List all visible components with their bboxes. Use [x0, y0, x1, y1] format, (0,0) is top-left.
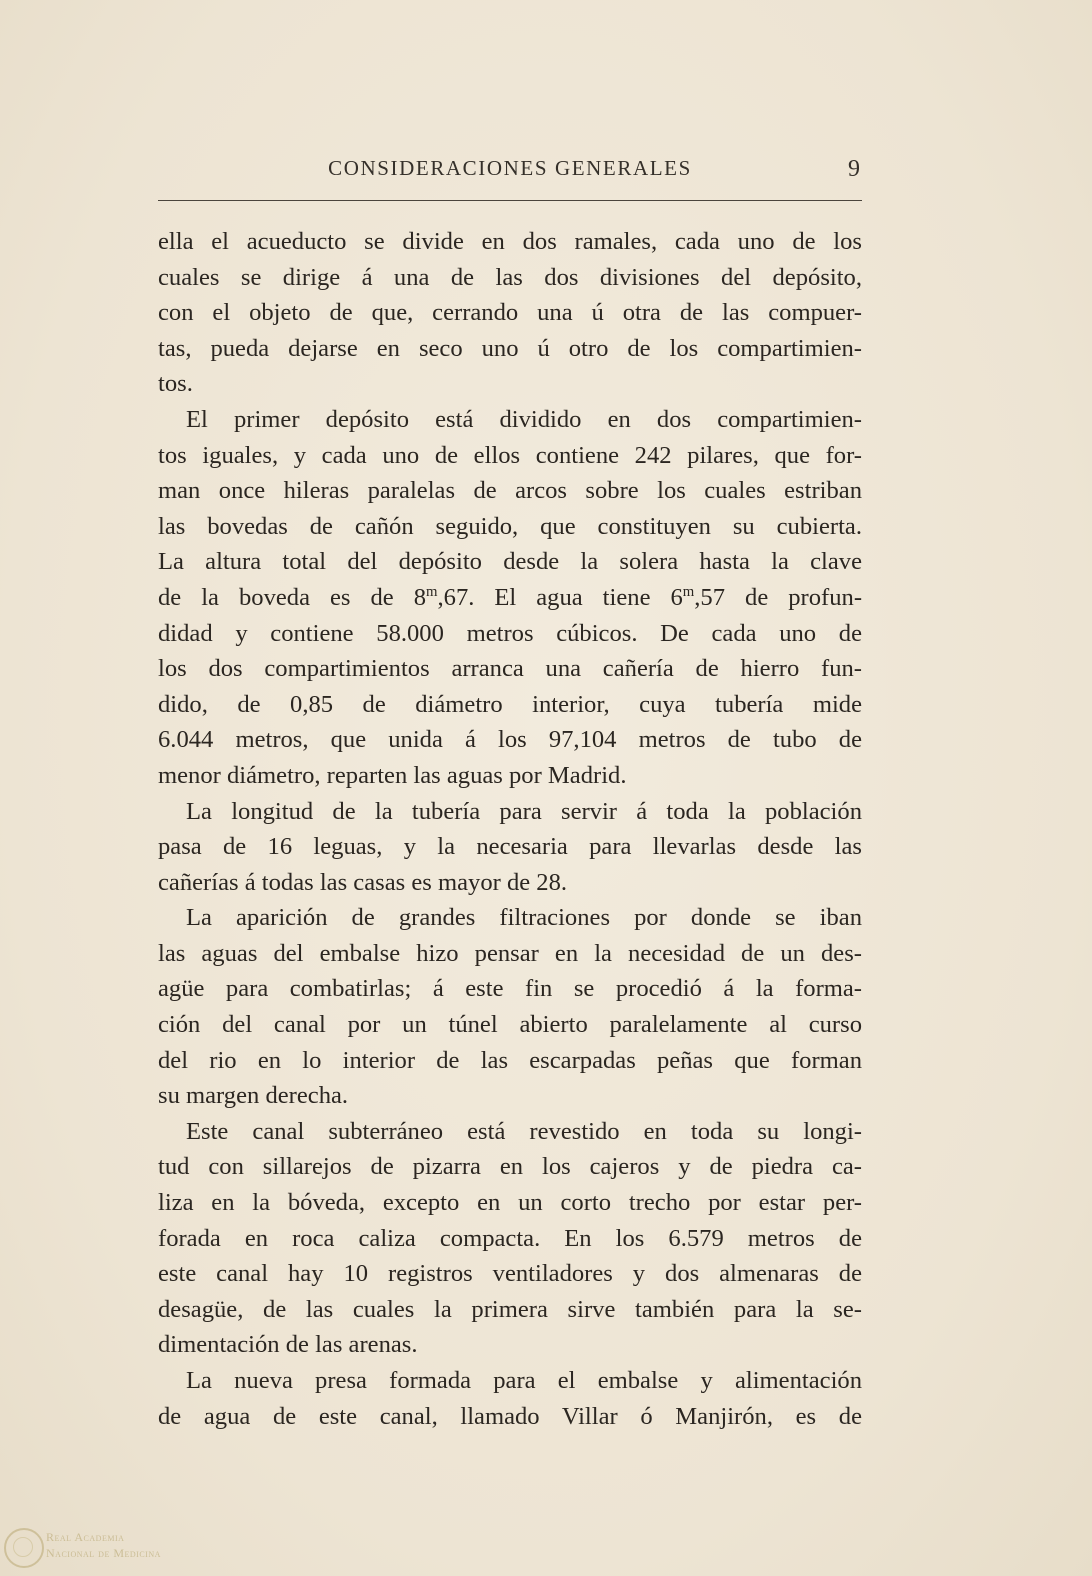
text-fragment: ,67. El agua tiene 6: [437, 583, 683, 611]
seal-icon: [4, 1528, 44, 1568]
running-title: CONSIDERACIONES GENERALES: [328, 156, 692, 180]
text-line: El primer depósito está dividido en dos compartimien-: [186, 405, 862, 433]
text-line: liza en la bóveda, excepto en un corto trecho por estar per-: [158, 1189, 862, 1217]
text-line: tud con sillarejos de pizarra en los cajeros y de piedra ca-: [158, 1153, 862, 1181]
watermark-line-2: Nacional de Medicina: [46, 1546, 161, 1560]
text-line: tos iguales, y cada uno de ellos contiene 242 pilares, que for-: [158, 441, 862, 469]
watermark-line-1: Real Academia: [46, 1530, 125, 1544]
text-line: dimentación de las arenas.: [158, 1331, 418, 1359]
text-line: La longitud de la tubería para servir á toda la población: [186, 797, 862, 825]
text-line-with-superscripts: [158, 580, 862, 616]
text-line: de agua de este canal, llamado Villar ó Manjirón, es de: [158, 1402, 862, 1430]
text-line: las aguas del embalse hizo pensar en la necesidad de un des-: [158, 939, 862, 967]
page-number: 9: [848, 156, 860, 182]
body-text: [158, 224, 862, 1434]
text-line: La nueva presa formada para el embalse y alimentación: [186, 1367, 862, 1394]
text-line: del rio en lo interior de las escarpadas peñas que forman: [158, 1046, 862, 1074]
superscript-m: m: [426, 583, 438, 600]
text-line: menor diámetro, reparten las aguas por Madrid.: [158, 761, 627, 789]
text-line: dido, de 0,85 de diámetro interior, cuya tubería mide: [158, 690, 862, 718]
page-header: [158, 156, 862, 186]
text-line: Este canal subterráneo está revestido en toda su longi-: [186, 1117, 862, 1145]
text-line: desagüe, de las cuales la primera sirve también para la se-: [158, 1295, 862, 1323]
text-line: ción del canal por un túnel abierto paralelamente al curso: [158, 1011, 862, 1039]
text-fragment: ,57 de profun-: [694, 583, 863, 611]
text-line: las bovedas de cañón seguido, que constituyen su cubierta.: [158, 512, 862, 540]
text-line: La altura total del depósito desde la solera hasta la clave: [158, 548, 862, 576]
text-line: este canal hay 10 registros ventiladores y dos almenaras de: [158, 1260, 862, 1288]
text-line: 6.044 metros, que unida á los 97,104 metros de tubo de: [158, 726, 862, 754]
library-watermark: [0, 1522, 200, 1572]
text-line: tas, pueda dejarse en seco uno ú otro de los compartimien-: [158, 334, 862, 362]
text-line: los dos compartimientos arranca una cañería de hierro fun-: [158, 655, 862, 683]
text-fragment: de la boveda es de 8: [158, 583, 427, 611]
text-line: tos.: [158, 370, 193, 398]
text-line: agüe para combatirlas; á este fin se procedió á la forma-: [158, 975, 862, 1003]
text-line: su margen derecha.: [158, 1082, 349, 1110]
text-line: ella el acueducto se divide en dos ramales, cada uno de los: [158, 228, 862, 255]
superscript-m: m: [682, 583, 695, 600]
text-line: man once hileras paralelas de arcos sobre los cuales estriban: [158, 477, 862, 505]
text-line: cañerías á todas las casas es mayor de 28.: [158, 868, 568, 896]
header-rule: [158, 200, 862, 201]
text-line: La aparición de grandes filtraciones por donde se iban: [186, 904, 862, 932]
text-line: cuales se dirige á una de las dos divisiones del depósito,: [158, 263, 862, 291]
text-line: didad y contiene 58.000 metros cúbicos. De cada uno de: [158, 619, 862, 647]
text-line: con el objeto de que, cerrando una ú otra de las compuer-: [158, 299, 862, 327]
text-line: pasa de 16 leguas, y la necesaria para llevarlas desde las: [158, 833, 862, 861]
text-line: forada en roca caliza compacta. En los 6.579 metros de: [158, 1224, 862, 1252]
